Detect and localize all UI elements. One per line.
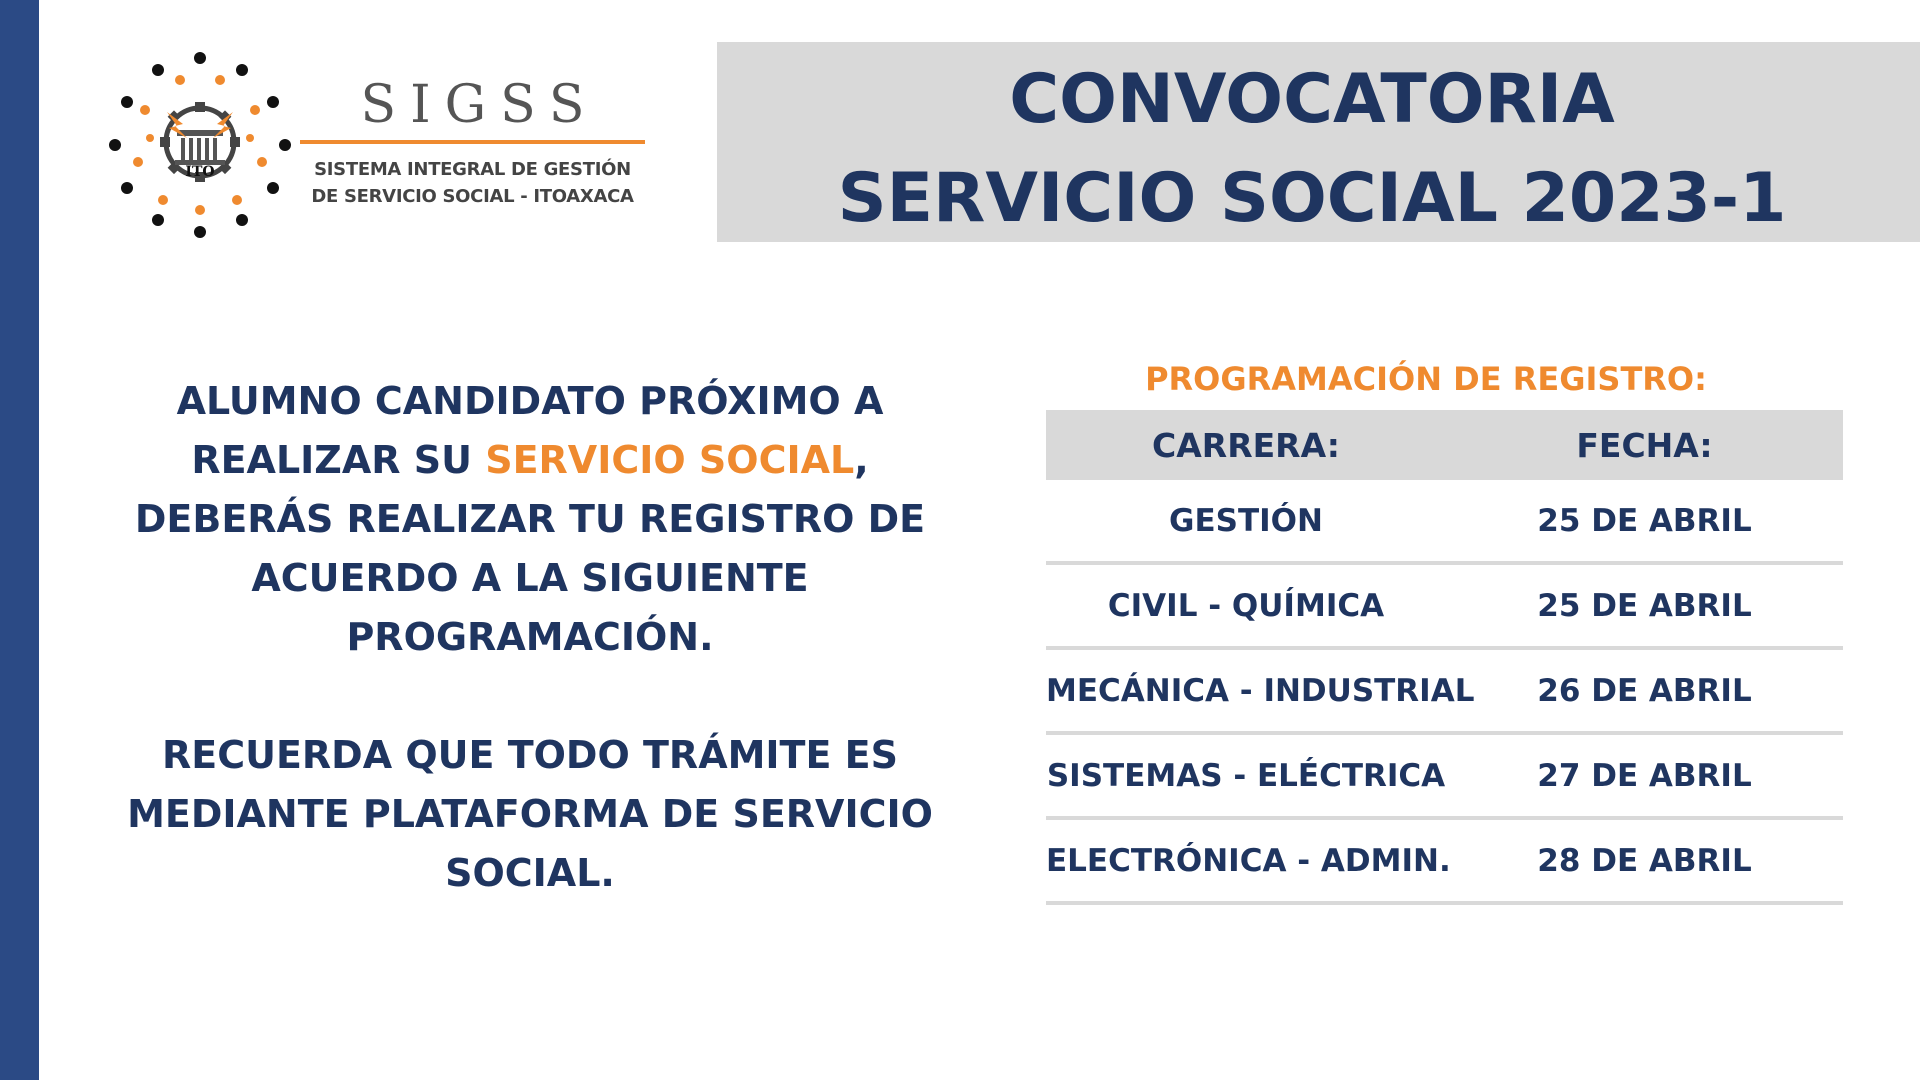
header-subtitle: SERVICIO SOCIAL 2023-1 bbox=[837, 159, 1787, 238]
intro-text bbox=[125, 372, 935, 903]
career-header: CARRERA: bbox=[1152, 425, 1340, 465]
sigss-logo-icon bbox=[105, 50, 295, 240]
career-cell: ELECTRÓNICA - ADMIN. bbox=[1046, 842, 1451, 879]
header-title: CONVOCATORIA bbox=[1009, 60, 1615, 139]
table-row bbox=[1046, 565, 1843, 650]
intro-part1: ALUMNO CANDIDATO PRÓXIMO A REALIZAR SU bbox=[176, 379, 884, 482]
table-row bbox=[1046, 480, 1843, 565]
intro-part2: , DEBERÁS REALIZAR TU REGISTRO DE ACUERDO A LA SIGUIENTE PROGRAMACIÓN. bbox=[134, 438, 926, 659]
date-cell: 26 DE ABRIL bbox=[1537, 672, 1752, 709]
date-cell: 27 DE ABRIL bbox=[1537, 757, 1752, 794]
logo-subtitle bbox=[300, 156, 645, 210]
career-cell: SISTEMAS - ELÉCTRICA bbox=[1046, 757, 1446, 794]
date-cell: 28 DE ABRIL bbox=[1537, 842, 1752, 879]
intro-paragraph bbox=[125, 372, 935, 667]
intro-highlight: SERVICIO SOCIAL bbox=[485, 438, 855, 482]
logo-title: SIGSS bbox=[360, 75, 599, 135]
date-cell: 25 DE ABRIL bbox=[1537, 502, 1752, 539]
logo-subtitle-line1: SISTEMA INTEGRAL DE GESTIÓN bbox=[314, 159, 631, 180]
table-row bbox=[1046, 735, 1843, 820]
logo-divider bbox=[300, 140, 645, 144]
logo-text bbox=[300, 75, 645, 210]
table-row bbox=[1046, 820, 1843, 905]
schedule-title: PROGRAMACIÓN DE REGISTRO: bbox=[1145, 360, 1707, 398]
schedule-table bbox=[1046, 410, 1843, 905]
table-row bbox=[1046, 650, 1843, 735]
career-cell: CIVIL - QUÍMICA bbox=[1107, 587, 1385, 624]
date-cell: 25 DE ABRIL bbox=[1537, 587, 1752, 624]
career-cell: MECÁNICA - INDUSTRIAL bbox=[1046, 672, 1475, 709]
svg-text:ITO: ITO bbox=[185, 164, 215, 180]
side-bar bbox=[0, 0, 39, 1080]
logo-subtitle-line2: DE SERVICIO SOCIAL - ITOAXACA bbox=[311, 186, 634, 207]
career-cell: GESTIÓN bbox=[1169, 502, 1323, 539]
header-banner bbox=[717, 42, 1920, 242]
reminder-paragraph: RECUERDA QUE TODO TRÁMITE ES MEDIANTE PLATAFORMA DE SERVICIO SOCIAL. bbox=[127, 733, 933, 895]
schedule-header-row bbox=[1046, 410, 1843, 480]
date-header: FECHA: bbox=[1576, 425, 1713, 465]
